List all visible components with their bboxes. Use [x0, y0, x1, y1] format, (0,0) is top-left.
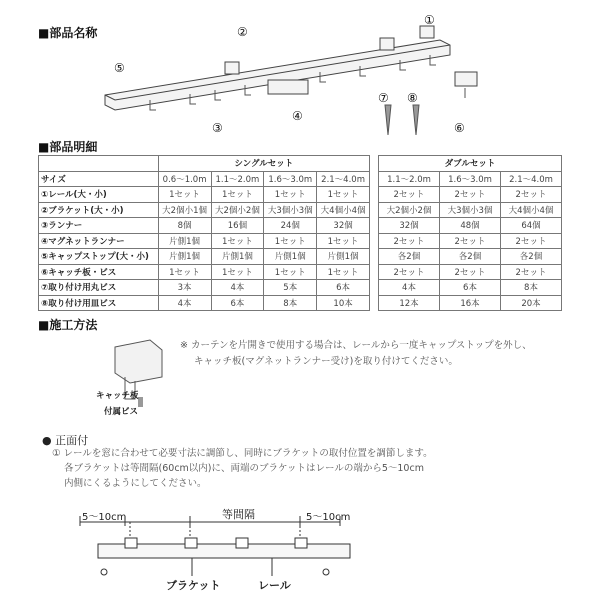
size-cell: 2.1～4.0m	[317, 171, 370, 187]
table-row	[379, 264, 562, 280]
table-row	[379, 295, 562, 311]
double-title: ダブルセット	[379, 156, 562, 172]
table-row	[379, 187, 562, 203]
value-cell: 20本	[501, 295, 562, 311]
value-cell: 片側1個	[317, 249, 370, 265]
value-cell: 2セット	[440, 187, 501, 203]
instruction-line: ① レールを窓に合わせて必要寸法に調節し、同時にブラケットの取付位置を調節します。	[52, 448, 433, 459]
cap-stop-illustration	[100, 335, 170, 415]
table-row	[39, 187, 370, 203]
table-row	[39, 280, 370, 296]
size-cell: 1.6～3.0m	[440, 171, 501, 187]
dimension-right: 5～10cm	[306, 512, 351, 523]
value-cell: 24個	[264, 218, 317, 234]
rail-label: レール	[258, 579, 291, 592]
note-line: ※ カーテンを片開きで使用する場合は、レールから一度キャップストップを外し、	[180, 340, 532, 351]
table-row	[39, 295, 370, 311]
value-cell: 1セット	[264, 233, 317, 249]
value-cell: 1セット	[264, 187, 317, 203]
value-cell: 16本	[440, 295, 501, 311]
value-cell: 32個	[317, 218, 370, 234]
value-cell: 32個	[379, 218, 440, 234]
row-label: ④マグネットランナー	[39, 233, 159, 249]
value-cell: 1セット	[317, 264, 370, 280]
value-cell: 1セット	[317, 187, 370, 203]
note-line: キャッチ板(マグネットランナー受け)を取り付けてください。	[194, 356, 458, 367]
value-cell: 4本	[158, 295, 211, 311]
value-cell: 1セット	[158, 264, 211, 280]
value-cell: 2セット	[501, 264, 562, 280]
detail-heading: ■部品明細	[38, 140, 98, 154]
part-number-6: ⑥	[454, 121, 465, 135]
table-row	[39, 249, 370, 265]
one-side-note	[180, 338, 532, 370]
method-heading: ■施工方法	[38, 318, 98, 332]
single-set-table	[38, 155, 370, 311]
size-label: サイズ	[39, 171, 159, 187]
part-number-2: ②	[237, 25, 248, 39]
value-cell: 6本	[211, 295, 264, 311]
value-cell: 5本	[264, 280, 317, 296]
value-cell: 1セット	[317, 233, 370, 249]
dimension-left: 5～10cm	[82, 512, 127, 523]
row-label: ③ランナー	[39, 218, 159, 234]
table-row	[379, 202, 562, 218]
value-cell: 12本	[379, 295, 440, 311]
value-cell: 3本	[158, 280, 211, 296]
value-cell: 大2個小1個	[158, 202, 211, 218]
value-cell: 片側1個	[158, 249, 211, 265]
size-cell: 2.1～4.0m	[501, 171, 562, 187]
rail-parts-illustration	[0, 0, 600, 140]
value-cell: 各2個	[501, 249, 562, 265]
value-cell: 2セット	[501, 233, 562, 249]
single-title: シングルセット	[158, 156, 369, 172]
value-cell: 各2個	[440, 249, 501, 265]
value-cell: 4本	[379, 280, 440, 296]
row-label: ①レール(大・小)	[39, 187, 159, 203]
value-cell: 48個	[440, 218, 501, 234]
value-cell: 1セット	[211, 264, 264, 280]
part-number-5: ⑤	[114, 61, 125, 75]
row-label: ⑧取り付け用皿ビス	[39, 295, 159, 311]
table-row	[379, 249, 562, 265]
value-cell: 2セット	[501, 187, 562, 203]
catch-plate-label: キャッチ板	[96, 391, 139, 401]
value-cell: 1セット	[158, 187, 211, 203]
value-cell: 2セット	[440, 264, 501, 280]
value-cell: 10本	[317, 295, 370, 311]
value-cell: 大4個小4個	[501, 202, 562, 218]
size-cell: 0.6～1.0m	[158, 171, 211, 187]
instruction-line: 内側にくるようにしてください。	[64, 478, 207, 489]
value-cell: 64個	[501, 218, 562, 234]
value-cell: 2セット	[440, 233, 501, 249]
row-label: ②ブラケット(大・小)	[39, 202, 159, 218]
value-cell: 大2個小2個	[211, 202, 264, 218]
value-cell: 1セット	[264, 264, 317, 280]
table-row	[39, 202, 370, 218]
row-label: ⑤キャップストップ(大・小)	[39, 249, 159, 265]
row-label: ⑦取り付け用丸ビス	[39, 280, 159, 296]
table-row	[379, 218, 562, 234]
size-cell: 1.6～3.0m	[264, 171, 317, 187]
value-cell: 6本	[317, 280, 370, 296]
value-cell: 大3個小3個	[264, 202, 317, 218]
size-cell: 1.1～2.0m	[379, 171, 440, 187]
part-number-4: ④	[292, 109, 303, 123]
front-instructions	[52, 446, 433, 491]
table-row	[379, 280, 562, 296]
table-row	[39, 218, 370, 234]
row-label: ⑥キャッチ板・ビス	[39, 264, 159, 280]
table-row	[39, 233, 370, 249]
bracket-label: ブラケット	[166, 579, 221, 592]
value-cell: 4本	[211, 280, 264, 296]
instruction-line: 各ブラケットは等間隔(60cm以内)に、両端のブラケットはレールの端から5～10cm	[64, 463, 424, 474]
value-cell: 16個	[211, 218, 264, 234]
value-cell: 各2個	[379, 249, 440, 265]
double-set-table	[378, 155, 562, 311]
part-number-1: ①	[424, 13, 435, 27]
table-row	[39, 264, 370, 280]
size-cell: 1.1～2.0m	[211, 171, 264, 187]
value-cell: 大3個小3個	[440, 202, 501, 218]
value-cell: 8個	[158, 218, 211, 234]
value-cell: 1セット	[211, 233, 264, 249]
part-number-8: ⑧	[407, 91, 418, 105]
value-cell: 1セット	[211, 187, 264, 203]
value-cell: 大2個小2個	[379, 202, 440, 218]
value-cell: 大4個小4個	[317, 202, 370, 218]
table-row	[379, 233, 562, 249]
value-cell: 2セット	[379, 233, 440, 249]
screw-label: 付属ビス	[104, 407, 139, 417]
value-cell: 2セット	[379, 187, 440, 203]
part-number-7: ⑦	[378, 91, 389, 105]
parts-heading: ■部品名称	[38, 26, 98, 40]
value-cell: 片側1個	[264, 249, 317, 265]
value-cell: 8本	[501, 280, 562, 296]
part-number-3: ③	[212, 121, 223, 135]
dimension-middle: 等間隔	[222, 508, 255, 521]
value-cell: 2セット	[379, 264, 440, 280]
value-cell: 片側1個	[158, 233, 211, 249]
front-heading: ● 正面付	[42, 434, 89, 447]
value-cell: 6本	[440, 280, 501, 296]
value-cell: 片側1個	[211, 249, 264, 265]
value-cell: 8本	[264, 295, 317, 311]
